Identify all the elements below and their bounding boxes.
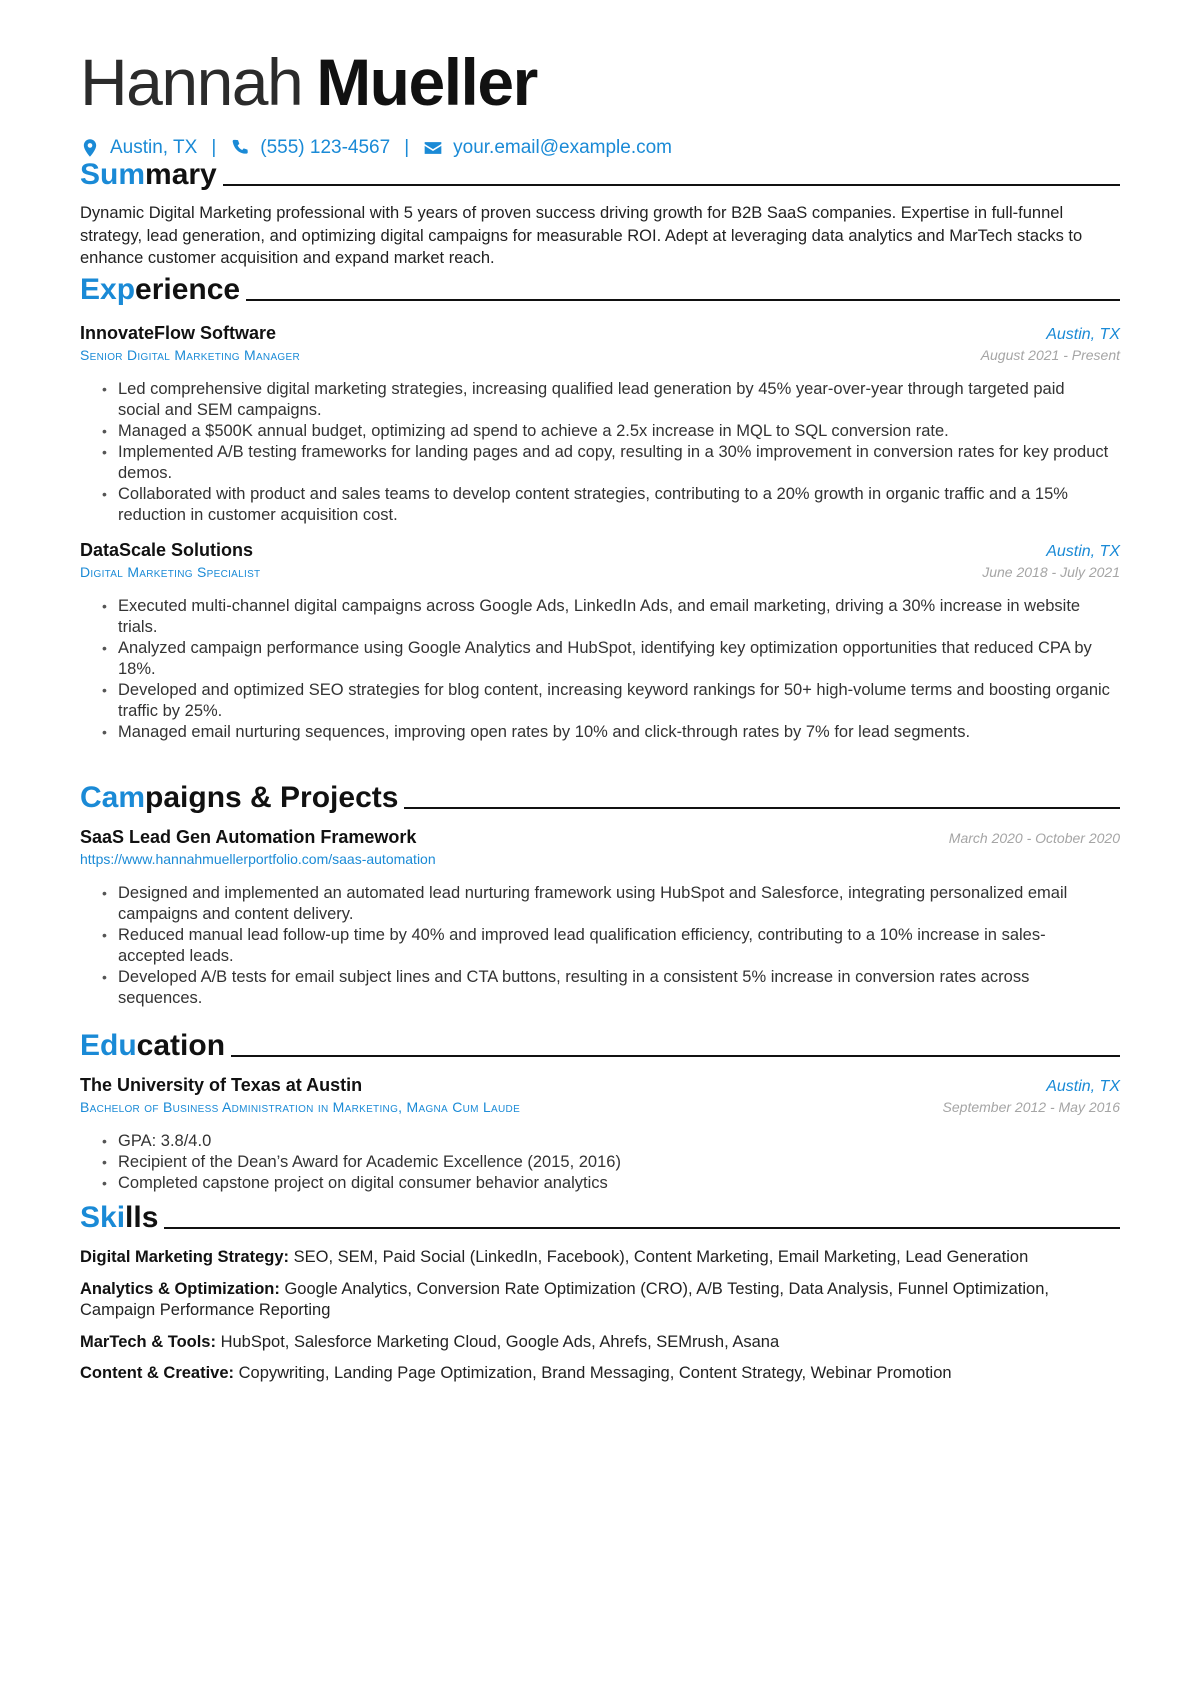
skill-value: SEO, SEM, Paid Social (LinkedIn, Facebook), Content Marketing, Email Marketing, Lead Generation (293, 1248, 1029, 1266)
summary-section (80, 156, 1120, 270)
section-divider (246, 299, 1120, 301)
contact-separator: | (404, 137, 410, 158)
envelope-icon (423, 138, 443, 158)
school-location: Austin, TX (1046, 1078, 1120, 1095)
section-divider (164, 1227, 1120, 1229)
summary-text: Dynamic Digital Marketing professional with 5 years of proven success driving growth for B2B SaaS companies. Expertise in full-funnel strategy, lead generation, and optimizing digital campaigns for measurable ROI. Adept at leveraging data analytics and MarTech stacks to enhance customer acquisition and expand market reach. (80, 204, 1083, 267)
degree-title: Bachelor of Business Administration in Marketing, Magna Cum Laude (80, 1099, 521, 1115)
last-name: Mueller (316, 45, 537, 119)
skills-list (80, 1247, 1120, 1385)
project-name: SaaS Lead Gen Automation Framework (80, 827, 417, 847)
bullet-item: • Reduced manual lead follow-up time by 40% and improved lead qualification efficiency, contributing to a 10% increase in sales-accepted leads. (118, 925, 1120, 967)
education-entry (80, 1075, 1120, 1194)
skill-label: Digital Marketing Strategy: (80, 1248, 290, 1266)
phone-icon (230, 138, 250, 158)
job-bullets (80, 379, 1120, 526)
bullet-item: • Managed a $500K annual budget, optimizing ad spend to achieve a 2.5x increase in MQL to SQL conversion rate. (118, 421, 1120, 442)
section-divider (223, 184, 1120, 186)
job-entry (80, 323, 1120, 526)
skill-label: Content & Creative: (80, 1364, 235, 1382)
section-title: Skills (80, 1201, 159, 1234)
section-title: Summary (80, 158, 217, 191)
job-location: Austin, TX (1046, 326, 1120, 343)
first-name: Hannah (80, 45, 303, 119)
bullet-item: • Designed and implemented an automated lead nurturing framework using HubSpot and Salesforce, integrating personalized email campaigns and content delivery. (118, 883, 1120, 925)
email-link[interactable]: your.email@example.com (453, 137, 672, 158)
education-section (80, 1027, 1120, 1194)
phone-link[interactable]: (555) 123-4567 (260, 137, 391, 158)
job-title: Senior Digital Marketing Manager (80, 347, 300, 363)
bullet-item: • Developed A/B tests for email subject lines and CTA buttons, resulting in a consistent 5% increase in conversion rates across sequences. (118, 967, 1120, 1009)
job-bullets (80, 596, 1120, 743)
skill-label: MarTech & Tools: (80, 1332, 216, 1351)
candidate-name (80, 44, 537, 120)
education-dates: September 2012 - May 2016 (942, 1099, 1120, 1115)
bullet-item: • Implemented A/B testing frameworks for landing pages and ad copy, resulting in a 30% improvement in conversion rates for key product demos. (118, 442, 1120, 484)
skill-row (80, 1363, 1120, 1385)
job-location: Austin, TX (1046, 543, 1120, 560)
section-title: Experience (80, 273, 241, 306)
bullet-item: • Executed multi-channel digital campaigns across Google Ads, LinkedIn Ads, and email marketing, driving a 30% increase in website trials. (118, 596, 1120, 638)
skill-row (80, 1279, 1120, 1322)
contact-separator: | (211, 137, 217, 158)
bullet-item: • Recipient of the Dean’s Award for Academic Excellence (2015, 2016) (118, 1152, 1120, 1173)
bullet-item: • Managed email nurturing sequences, improving open rates by 10% and click-through rates by 7% for lead segments. (118, 722, 1120, 743)
skill-row (80, 1247, 1120, 1269)
project-entry (80, 827, 1120, 1009)
bullet-item: • Collaborated with product and sales teams to develop content strategies, contributing to a 20% growth in organic traffic and a 15% reduction in customer acquisition cost. (118, 484, 1120, 526)
skills-section (80, 1199, 1120, 1395)
skill-value: Copywriting, Landing Page Optimization, Brand Messaging, Content Strategy, Webinar Promotion (238, 1364, 952, 1382)
bullet-item: • Developed and optimized SEO strategies for blog content, increasing keyword rankings for 50+ high-volume terms and boosting organic traffic by 25%. (118, 680, 1120, 722)
project-dates: March 2020 - October 2020 (948, 830, 1120, 846)
section-divider (404, 807, 1120, 809)
section-divider (231, 1055, 1120, 1057)
location-text: Austin, TX (110, 137, 198, 158)
education-bullets (80, 1131, 1120, 1194)
bullet-item: • Led comprehensive digital marketing strategies, increasing qualified lead generation by 45% year-over-year through targeted paid social and SEM campaigns. (118, 379, 1120, 421)
skill-label: Analytics & Optimization: (80, 1279, 280, 1298)
company-name: InnovateFlow Software (80, 323, 277, 343)
company-name: DataScale Solutions (80, 540, 254, 560)
bullet-item: • GPA: 3.8/4.0 (118, 1131, 1120, 1152)
project-bullets (80, 883, 1120, 1009)
bullet-item: • Completed capstone project on digital consumer behavior analytics (118, 1173, 1120, 1194)
skill-value: HubSpot, Salesforce Marketing Cloud, Google Ads, Ahrefs, SEMrush, Asana (220, 1332, 780, 1351)
bullet-item: • Analyzed campaign performance using Google Analytics and HubSpot, identifying key optimization opportunities that reduced CPA by 18%. (118, 638, 1120, 680)
skill-value: Google Analytics, Conversion Rate Optimization (CRO), A/B Testing, Data Analysis, Funnel Optimization, Campaign Performance Reporting (80, 1279, 1049, 1319)
experience-section (80, 271, 1120, 743)
school-name: The University of Texas at Austin (80, 1075, 363, 1095)
job-dates: June 2018 - July 2021 (982, 564, 1120, 580)
map-pin-icon (80, 138, 100, 158)
job-title: Digital Marketing Specialist (80, 564, 261, 580)
section-title: Campaigns & Projects (80, 781, 399, 814)
project-url-link[interactable]: https://www.hannahmuellerportfolio.com/saas-automation (80, 851, 436, 867)
skill-row (80, 1332, 1120, 1354)
job-dates: August 2021 - Present (980, 347, 1120, 363)
job-entry (80, 540, 1120, 743)
section-title: Education (80, 1029, 226, 1062)
projects-section (80, 779, 1120, 1009)
